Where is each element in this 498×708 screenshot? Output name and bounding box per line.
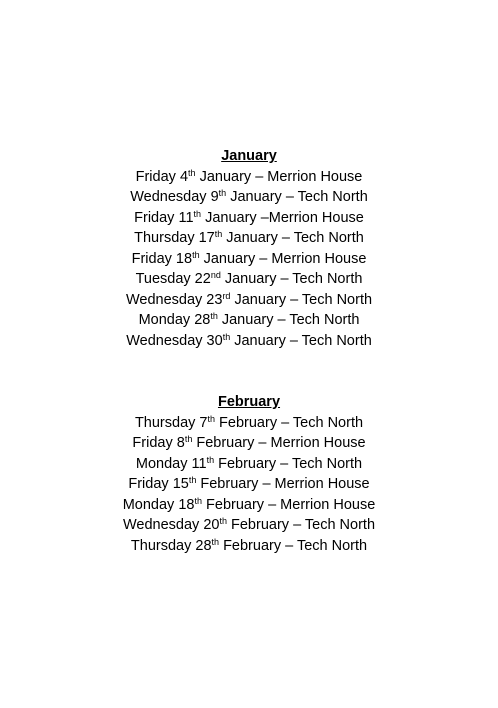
schedule-entry: Friday 18th January – Merrion House xyxy=(131,249,367,267)
january-section xyxy=(0,146,498,351)
schedule-entry: Wednesday 23rd January – Tech North xyxy=(125,290,373,308)
schedule-entry: Wednesday 20th February – Tech North xyxy=(122,516,376,533)
schedule-entry: Tuesday 22nd January – Tech North xyxy=(135,270,363,287)
schedule-entry: Friday 4th January – Merrion House xyxy=(135,167,363,185)
schedule-entry: Thursday 28th February – Tech North xyxy=(130,536,368,554)
february-section xyxy=(0,392,498,556)
schedule-entry: Wednesday 9th January – Tech North xyxy=(130,188,368,205)
section-heading-january: January xyxy=(221,148,277,164)
schedule-entry: Wednesday 30th January – Tech North xyxy=(126,331,372,349)
schedule-entry: Friday 11th January –Merrion House xyxy=(134,208,364,226)
schedule-entry: Thursday 7th February – Tech North xyxy=(134,413,364,431)
schedule-entry: Friday 15th February – Merrion House xyxy=(128,475,370,492)
schedule-entry: Monday 28th January – Tech North xyxy=(138,311,360,328)
schedule-entry: Thursday 17th January – Tech North xyxy=(134,229,364,246)
section-heading-february: February xyxy=(217,394,281,410)
schedule-entry: Monday 18th February – Merrion House xyxy=(122,495,376,513)
schedule-entry: Friday 8th February – Merrion House xyxy=(132,434,366,451)
schedule-entry: Monday 11th February – Tech North xyxy=(135,454,363,472)
